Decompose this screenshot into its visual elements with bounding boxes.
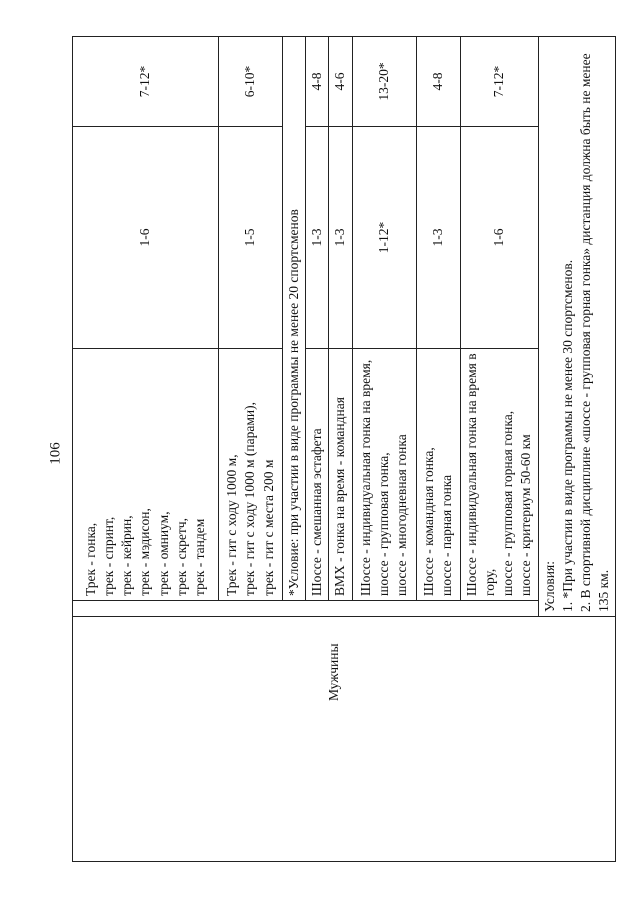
disciplines-cell [73,349,219,601]
discipline-line: трек - кейрин, [119,515,135,596]
disciplines-cell: ВМХ - гонка на время - командная [329,349,352,601]
discipline-line: трек - тандем [192,518,208,596]
discipline-line: шоссе - парная гонка [439,474,455,596]
place-range-cell: 1-3 [329,127,352,349]
note-line: 2. В спортивной дисциплине «шоссе - групповая горная гонка» дистанция должна быть не менее 135 км. [577,53,612,612]
spacer-cell [73,601,539,617]
discipline-line: шоссе - многодневная гонка [394,434,410,596]
discipline-line: Шоссе - индивидуальная гонка на время в гору, [463,353,497,596]
note-line: 1. *При участии в виде программы не менее 30 спортсменов. [559,259,575,612]
discipline-line: Шоссе - индивидуальная гонка на время, [357,359,373,596]
place-range-cell: 4-8 [306,37,329,127]
discipline-line: шоссе - групповая горная гонка, [500,410,516,596]
notes-cell [538,37,616,617]
rotated-table-wrapper [72,37,612,862]
discipline-line: шоссе - критериум 50-60 км [518,434,534,596]
disciplines-cell [460,349,538,601]
place-range-cell: 1-6 [73,127,219,349]
place-range-cell: 7-12* [460,37,538,127]
discipline-line: Трек - гит с ходу 1000 м, [224,454,240,596]
disciplines-cell [219,349,283,601]
page-number: 106 [47,442,64,465]
discipline-line: трек - скретч, [173,518,189,596]
discipline-line: трек - мэдисон, [137,508,153,596]
place-range-cell: 1-5 [219,127,283,349]
place-range-cell: 4-6 [329,37,352,127]
place-range-cell: 1-6 [460,127,538,349]
place-range-cell: 6-10* [219,37,283,127]
place-range-cell: 13-20* [352,37,416,127]
condition-cell: *Условие: при участии в виде программы не менее 20 спортсменов [283,37,306,601]
discipline-line: трек - гит с ходу 1000 м (парами), [242,402,258,596]
ranking-table [72,36,616,862]
disciplines-cell [352,349,416,601]
discipline-line: трек - спринт, [100,516,116,596]
notes-heading: Условия: [541,561,557,612]
discipline-line: трек - гит с места 200 м [260,459,276,596]
discipline-line: Шоссе - командная гонка, [420,447,436,596]
place-range-cell: 1-3 [306,127,329,349]
discipline-line: Трек - гонка, [82,522,98,596]
discipline-line: шоссе - групповая гонка, [376,452,392,596]
group-cell [73,617,616,862]
disciplines-cell [416,349,460,601]
place-range-cell: 1-12* [352,127,416,349]
place-range-cell: 7-12* [73,37,219,127]
table-row [73,37,219,862]
place-range-cell: 4-8 [416,37,460,127]
place-range-cell: 1-3 [416,127,460,349]
disciplines-cell: Шоссе - смешанная эстафета [306,349,329,601]
group-label: Мужчины [326,643,341,701]
discipline-line: трек - омниум, [155,511,171,596]
